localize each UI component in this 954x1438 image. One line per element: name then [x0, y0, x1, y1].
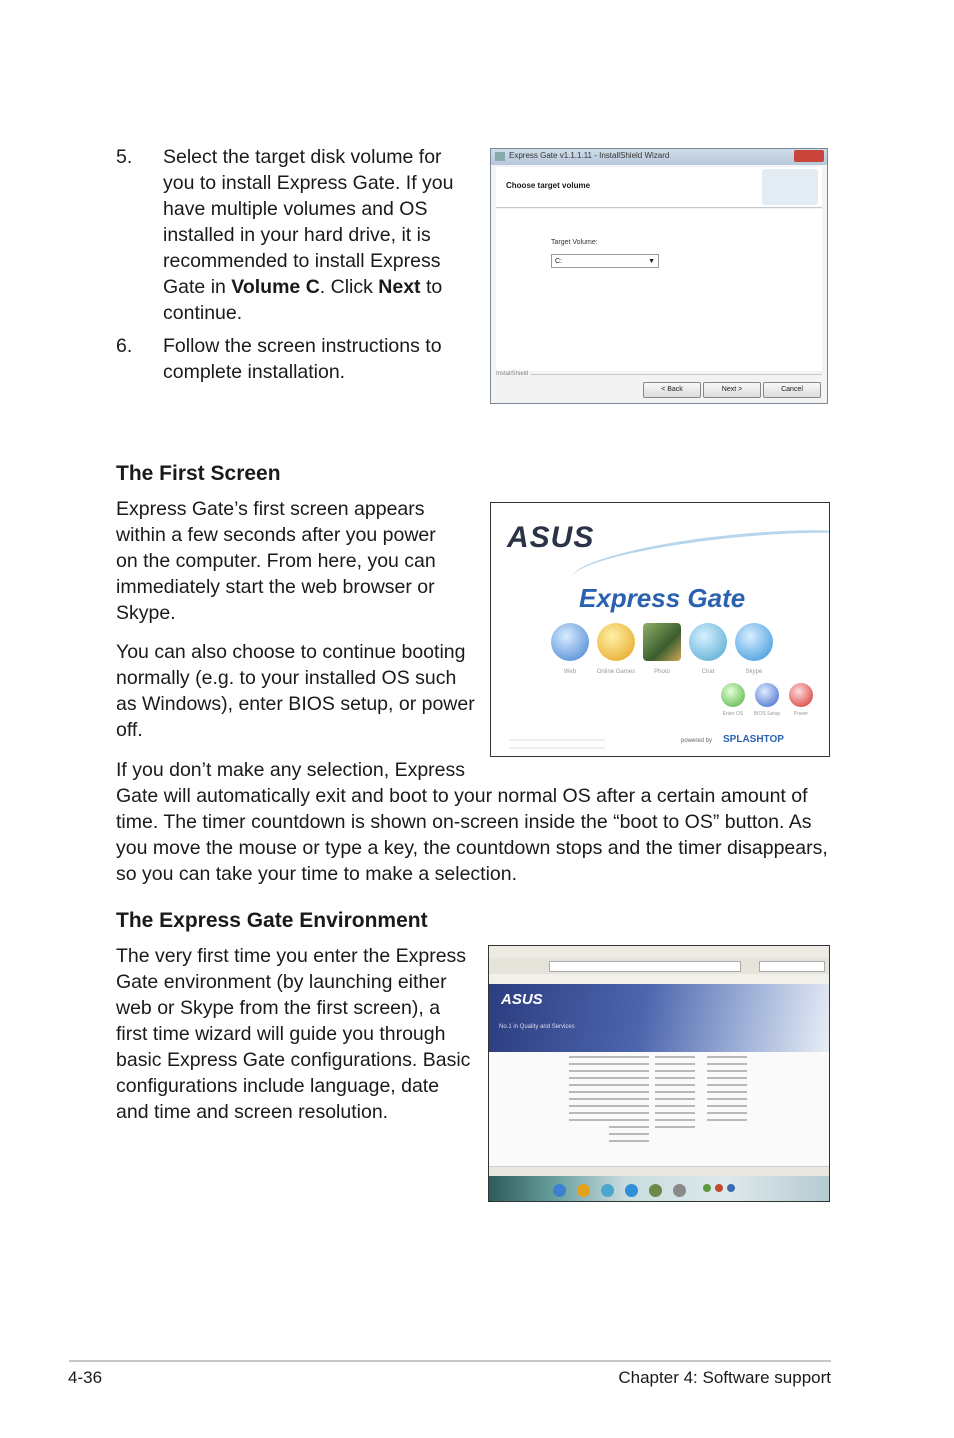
express-gate-logo: Express Gate [579, 583, 746, 613]
skype-icon [735, 623, 773, 661]
photo-icon [649, 1184, 662, 1197]
wizard-titlebar [491, 149, 827, 165]
power-icon [789, 683, 813, 707]
footer-text-placeholder [509, 739, 605, 741]
web-icon [551, 623, 589, 661]
content-column [655, 1056, 695, 1133]
close-icon [794, 150, 824, 162]
app-label: Chat [701, 669, 715, 675]
step-5-line: you to install Express Gate. If you [163, 172, 454, 194]
step-5-number: 5. [116, 146, 133, 168]
step-6-number: 6. [116, 335, 133, 357]
wizard-header [496, 167, 822, 208]
action-label: Power [793, 711, 809, 717]
app-label: Online Games [596, 669, 636, 675]
website-asus-logo: ASUS [501, 991, 543, 1008]
skype-icon [625, 1184, 638, 1197]
footer-text-placeholder [509, 747, 605, 749]
tray-icon [715, 1184, 723, 1192]
environment-paragraph: The very first time you enter the Express Gate environment (by launching either web or Skype from the first screen), a first time wizard will guide you through basic Express Gate configurations. Basic configurations include language, date and time and screen resolution. [116, 945, 471, 1123]
app-icon [495, 152, 505, 161]
footer-rule [69, 1360, 831, 1362]
first-screen-paragraph-2: You can also choose to continue booting normally (e.g. to your installed OS such as Windows), enter BIOS setup, or power off. [116, 641, 475, 741]
step-6-line: complete installation. [163, 361, 346, 383]
content-column [609, 1056, 649, 1147]
action-label: Enter OS [722, 711, 744, 717]
cancel-button: Cancel [763, 382, 821, 398]
step-5-text [163, 144, 483, 326]
step-5-line: Gate in Volume C. Click Next to [163, 276, 443, 298]
asus-logo: ASUS [507, 521, 595, 554]
step-5-line: Select the target disk volume for [163, 146, 442, 168]
bios-setup-icon [755, 683, 779, 707]
wizard-title: Express Gate v1.1.1.11 - InstallShield Wizard [509, 151, 670, 160]
search-box [759, 961, 825, 972]
step-5-line: installed in your hard drive, it is [163, 224, 431, 246]
settings-icon [673, 1184, 686, 1197]
wizard-body [496, 209, 822, 371]
tray-icon [703, 1184, 711, 1192]
wizard-header-title: Choose target volume [506, 181, 591, 190]
next-emphasis: Next [378, 276, 421, 298]
page-number: 4-36 [68, 1368, 103, 1387]
chapter-title: Chapter 4: Software support [618, 1368, 831, 1387]
content-column [569, 1056, 609, 1126]
dropdown-arrow-icon: ▼ [648, 258, 655, 265]
step-5-line: continue. [163, 302, 243, 324]
app-label: Skype [745, 669, 763, 675]
photo-icon [643, 623, 681, 661]
first-screen-paragraph-3: If you don’t make any selection, Express Gate will automatically exit and boot to your normal OS after a certain amount of time. The timer countdown is shown on-screen inside the “boot to OS” button. As you move the mouse or type a key, the countdown stops and the timer disappears, so you can take your time to make a selection. [116, 759, 828, 885]
address-bar [549, 961, 741, 972]
action-label: BIOS Setup [753, 711, 781, 717]
step-6-line: Follow the screen instructions to [163, 335, 442, 357]
volume-c-emphasis: Volume C [231, 276, 320, 298]
chat-icon [601, 1184, 614, 1197]
target-volume-select: C: ▼ [551, 254, 659, 268]
powered-by-label: powered by [681, 738, 713, 744]
step-5-line: have multiple volumes and OS [163, 198, 428, 220]
target-volume-label: Target Volume: [551, 239, 598, 246]
step-6-text [163, 333, 483, 385]
express-gate-environment-screenshot [488, 945, 830, 1202]
tray-icon [727, 1184, 735, 1192]
next-button: Next > [703, 382, 761, 398]
splashtop-logo: SPLASHTOP [723, 734, 784, 745]
chat-icon [689, 623, 727, 661]
environment-heading: The Express Gate Environment [116, 909, 428, 932]
app-label: Photo [654, 669, 670, 675]
online-games-icon [597, 623, 635, 661]
app-label: Web [563, 669, 577, 675]
express-gate-first-screen-screenshot [490, 502, 830, 757]
first-screen-heading: The First Screen [116, 462, 281, 485]
install-wizard-screenshot [490, 148, 828, 404]
step-5-line: recommended to install Express [163, 250, 441, 272]
online-games-icon [577, 1184, 590, 1197]
content-column [707, 1056, 747, 1126]
installer-logo-icon [762, 169, 818, 205]
back-button: < Back [643, 382, 701, 398]
divider [531, 374, 822, 375]
installshield-label: InstallShield [496, 371, 529, 377]
website-tagline: No.1 in Quality and Services [499, 1024, 575, 1030]
web-icon [553, 1184, 566, 1197]
enter-os-icon [721, 683, 745, 707]
first-screen-paragraph-1: Express Gate’s first screen appears within a few seconds after you power on the computer. From here, you can immediately start the web browser or Skype. [116, 498, 436, 624]
